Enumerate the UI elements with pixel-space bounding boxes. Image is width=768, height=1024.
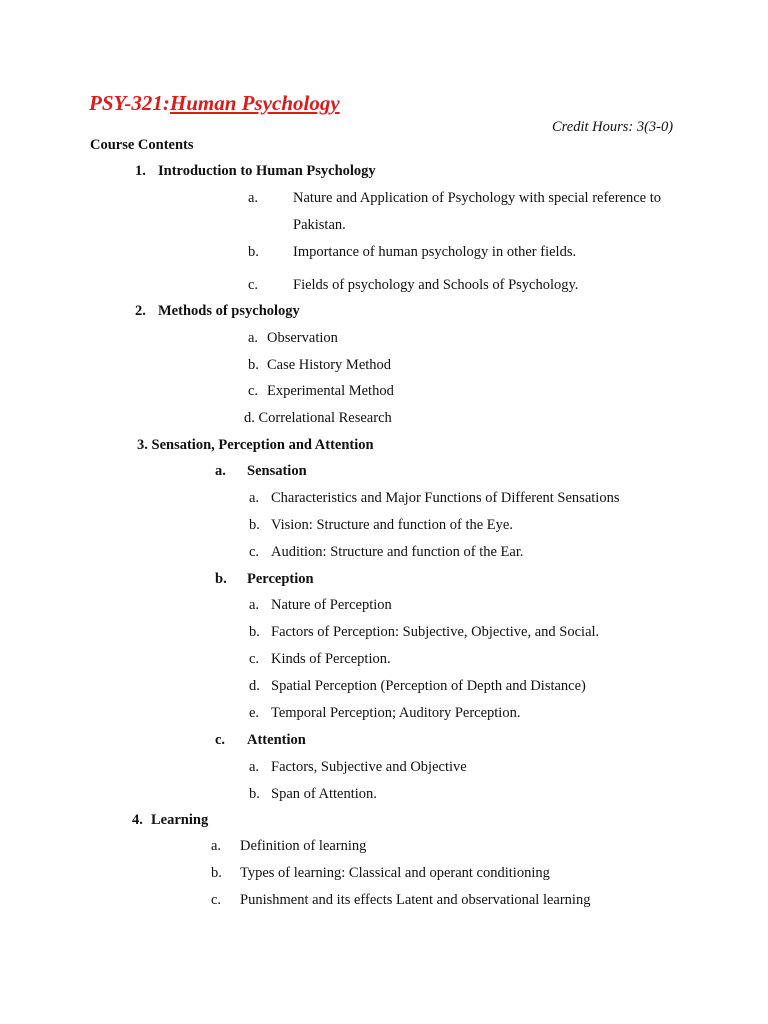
subsection-item-marker: c.: [249, 651, 260, 667]
subsection-marker: b.: [215, 571, 227, 587]
subsection-item: Characteristics and Major Functions of Different Sensations: [271, 490, 620, 506]
section-2-item-marker: c.: [248, 383, 259, 399]
section-1-item: Fields of psychology and Schools of Psychology.: [293, 277, 579, 293]
subsection-item: Factors, Subjective and Objective: [271, 759, 467, 775]
subsection-marker: a.: [215, 463, 226, 479]
section-2-item: d. Correlational Research: [244, 410, 392, 426]
section-1-item-continuation: Pakistan.: [293, 217, 346, 233]
course-code: PSY-321:: [89, 91, 170, 115]
section-4-item-marker: b.: [211, 865, 222, 881]
section-4-item: Types of learning: Classical and operant conditioning: [240, 865, 550, 881]
subsection-item-marker: e.: [249, 705, 260, 721]
subsection-item: Kinds of Perception.: [271, 651, 391, 667]
section-1-item: Importance of human psychology in other fields.: [293, 244, 577, 260]
subsection-item: Factors of Perception: Subjective, Objective, and Social.: [271, 624, 600, 640]
section-1-item-marker: c.: [248, 277, 259, 293]
course-contents-heading: Course Contents: [90, 137, 194, 153]
section-1-item: Nature and Application of Psychology with special reference to: [293, 190, 662, 206]
section-1-item-marker: a.: [248, 190, 259, 206]
section-2-item-marker: b.: [248, 357, 259, 373]
subsection-title-sensation: Sensation: [247, 463, 307, 479]
subsection-item: Vision: Structure and function of the Eye.: [271, 517, 513, 533]
subsection-item-marker: a.: [249, 597, 260, 613]
section-2-item: Observation: [267, 330, 338, 346]
section-4-item-marker: a.: [211, 838, 222, 854]
subsection-item-marker: b.: [249, 517, 260, 533]
subsection-item-marker: a.: [249, 759, 260, 775]
section-2-item: Experimental Method: [267, 383, 394, 399]
course-name: Human Psychology: [169, 91, 340, 115]
section-4-item: Definition of learning: [240, 838, 367, 854]
subsection-item: Spatial Perception (Perception of Depth and Distance): [271, 678, 586, 694]
section-2-item-marker: a.: [248, 330, 259, 346]
subsection-marker: c.: [215, 732, 226, 748]
section-1-title: Introduction to Human Psychology: [158, 163, 376, 179]
section-2-item: Case History Method: [267, 357, 392, 373]
section-4-item: Punishment and its effects Latent and observational learning: [240, 892, 591, 908]
subsection-item-marker: b.: [249, 786, 260, 802]
section-1-item-marker: b.: [248, 244, 259, 260]
subsection-item-marker: d.: [249, 678, 260, 694]
section-2-title: Methods of psychology: [158, 303, 300, 319]
subsection-item: Span of Attention.: [271, 786, 377, 802]
subsection-item: Temporal Perception; Auditory Perception.: [271, 705, 521, 721]
subsection-item-marker: a.: [249, 490, 260, 506]
section-1-number: 1.: [135, 163, 146, 179]
section-4-number: 4.: [132, 812, 143, 828]
subsection-item: Audition: Structure and function of the Ear.: [271, 544, 524, 560]
subsection-item-marker: c.: [249, 544, 260, 560]
section-3-title: 3. Sensation, Perception and Attention: [137, 437, 374, 453]
credit-hours: Credit Hours: 3(3-0): [552, 119, 674, 135]
section-2-number: 2.: [135, 303, 146, 319]
subsection-item-marker: b.: [249, 624, 260, 640]
section-4-item-marker: c.: [211, 892, 222, 908]
section-4-title: Learning: [151, 812, 209, 828]
document-title: [89, 90, 340, 116]
subsection-title-perception: Perception: [247, 571, 314, 587]
subsection-title-attention: Attention: [247, 732, 306, 748]
subsection-item: Nature of Perception: [271, 597, 392, 613]
